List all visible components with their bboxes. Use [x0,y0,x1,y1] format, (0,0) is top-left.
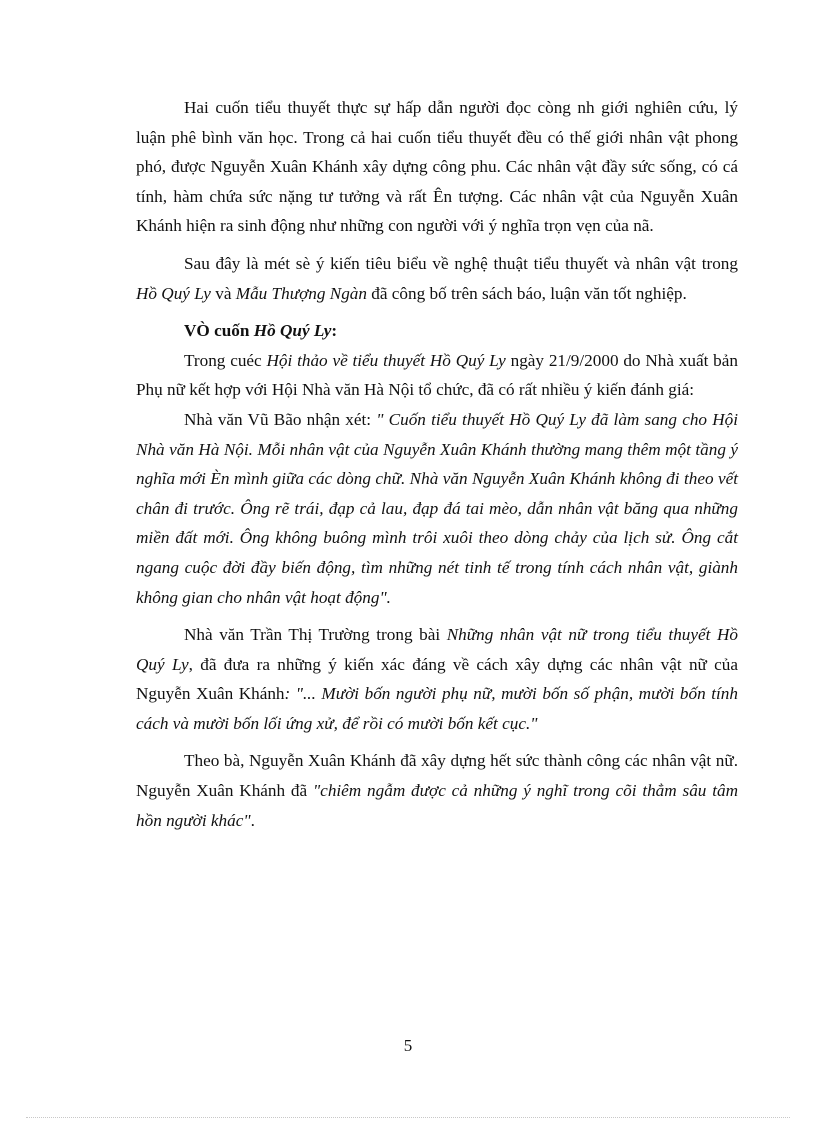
document-body [136,93,738,835]
conference-title: Hội thảo về tiểu thuyết Hồ Quý Ly [266,350,506,370]
text: đã công bố trên sách báo, luận văn tốt nghiệp. [366,283,687,303]
book-title: Mẫu Thượng Ngàn [235,283,367,303]
heading-book-title: Hồ Quý Ly [253,321,332,341]
quote: "chiêm ngẫm được cả những ý nghĩ trong cõi thẳm sâu tâm hồn người khác" [136,781,738,830]
quote: " Cuốn tiểu thuyết Hồ Quý Ly đã làm sang cho Hội Nhà văn Hà Nội. Mỗi nhân vật của Nguyễn Xuân Khánh thường mang thêm một tầng ý nghĩa mới Èn mình giữa các dòng chữ. Nhà văn Nguyễn Xuân Khánh không đi theo vết chân đi trước. Ông rẽ trái, đạp cả lau, đạp đá tai mèo, dẫn nhân vật băng qua những miền đất mới. Ông không buông mình trôi xuôi theo dòng chảy của lịch sử. Ông cắt ngang cuộc đời đầy biến động, tìm những nét tinh tế trong tính cách nhân vật, giành không gian cho nhân vật hoạt động". [136,409,738,607]
text: . [250,810,255,830]
text: Sau đây là mét sè ý kiến tiêu biểu về nghệ thuật tiểu thuyết và nhân vật trong [184,253,738,273]
text: Trong cuéc [184,350,267,370]
paragraph-intro: Hai cuốn tiểu thuyết thực sự hấp dẫn người đọc còng nh giới nghiên cứu, lý luận phê bình văn học. Trong cả hai cuốn tiểu thuyết đều có thế giới nhân vật phong phó, được Nguyễn Xuân Khánh xây dựng công phu. Các nhân vật đầy sức sống, có cá tính, hàm chứa sức nặng tư tưởng và rất Ên tượng. Các nhân vật của Nguyễn Xuân Khánh hiện ra sinh động như những con người với ý nghĩa trọn vẹn của nã. [136,98,738,236]
paragraph-tran-thi-truong [136,620,738,738]
section-heading [136,316,738,346]
text: Nhà văn Vũ Bão nhận xét: [184,409,377,429]
page-bottom-divider [26,1117,790,1118]
heading-text: VÒ cuốn [184,321,254,341]
quote: : "... Mười bốn người phụ nữ, mười bốn số phận, mười bốn tính cách và mười bốn lối ứng xử, để rồi có mười bốn kết cục." [136,684,738,733]
text: Nhà văn Trần Thị Trường trong bài [184,625,447,645]
paragraph-vu-bao [136,405,738,612]
text: ngày 21/9/2000 do Nhà xuất bản Phụ nữ kết hợp với Hội Nhà văn Hà Nội tổ chức, đã có rất nhiều ý kiến đánh giá: [136,350,738,400]
article-title: Những nhân vật nữ trong tiểu thuyết Hồ Quý Ly [136,625,738,674]
text: , đã đưa ra những ý kiến xác đáng về cách xây dựng các nhân vật nữ của Nguyễn Xuân Khánh [136,654,739,704]
paragraph-conference [136,346,738,405]
text: Theo bà, Nguyễn Xuân Khánh đã xây dựng hết sức thành công các nhân vật nữ. Nguyễn Xuân Khánh đã [136,751,738,801]
paragraph-conclusion [136,746,738,835]
heading-colon: : [331,321,338,341]
paragraph-opinions [136,249,738,308]
page-number: 5 [403,1036,413,1055]
text: và [210,283,236,303]
book-title: Hồ Quý Ly [136,283,211,303]
